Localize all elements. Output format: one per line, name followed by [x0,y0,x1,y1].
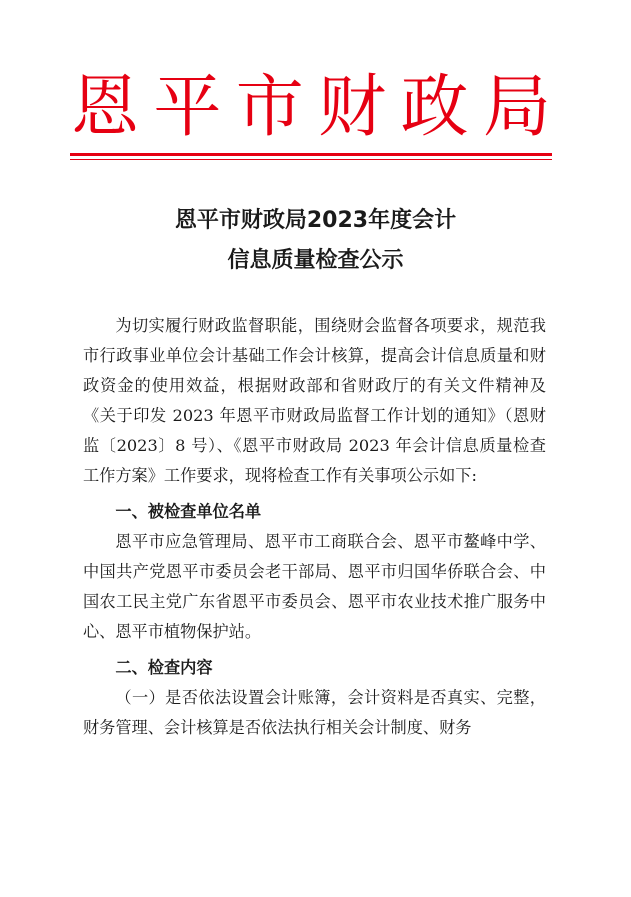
masthead-char: 政 [400,68,469,147]
section-heading-inspection-content: 二、检查内容 [115,658,213,677]
masthead-char: 平 [153,68,222,147]
intro-paragraph: 为切实履行财政监督职能，围绕财会监督各项要求，规范我市行政事业单位会计基础工作会计核算，提高会计信息质量和财政资金的使用效益，根据财政部和省财政厅的有关文件精神及《关于印发 2023 年恩平市财政局监督工作计划的通知》（恩财监〔2023〕8 号）、《恩平市财政局 2023 年会计信息质量检查工作方案》工作要求，现将检查工作有关事项公示如下: [83,316,546,485]
masthead-char: 恩 [70,68,139,147]
document-body [83,311,546,743]
masthead-char: 市 [235,68,304,147]
masthead-divider-thick [70,153,552,156]
masthead-title [70,66,552,150]
section-heading-inspected-units: 一、被检查单位名单 [115,502,262,521]
masthead-char: 财 [318,68,387,147]
masthead-divider-thin [70,159,552,160]
inspection-content-paragraph: （一）是否依法设置会计账簿，会计资料是否真实、完整，财务管理、会计核算是否依法执行相关会计制度、财务 [83,688,546,737]
inspected-units-paragraph: 恩平市应急管理局、恩平市工商联合会、恩平市鳌峰中学、中国共产党恩平市委员会老干部局、恩平市归国华侨联合会、中国农工民主党广东省恩平市委员会、恩平市农业技术推广服务中心、恩平市植物保护站。 [83,532,546,641]
masthead-char: 局 [482,68,551,147]
document-title-line-1: 恩平市财政局2023年度会计 [174,208,457,233]
document-title-line-2: 信息质量检查公示 [227,248,404,273]
